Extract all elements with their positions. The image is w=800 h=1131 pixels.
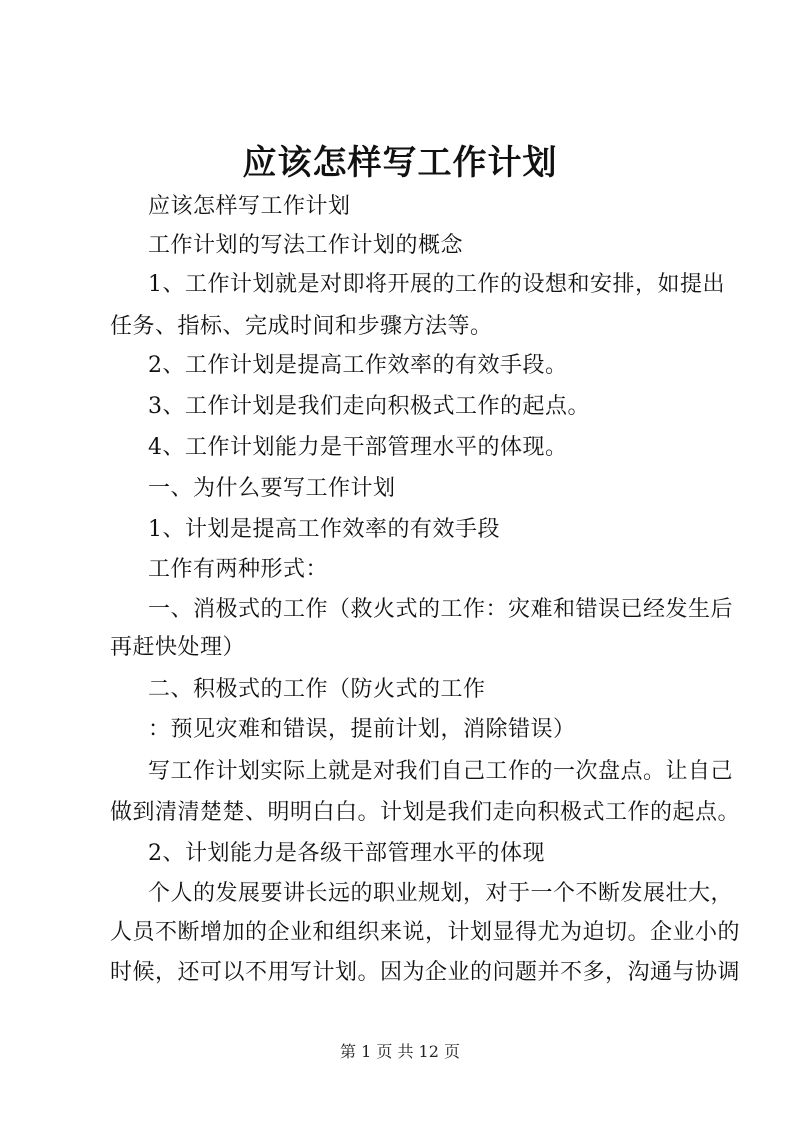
paragraph-line: 写工作计划实际上就是对我们自己工作的一次盘点。让自己 — [148, 759, 734, 784]
paragraph-line: 1、工作计划就是对即将开展的工作的设想和安排，如提出 — [148, 272, 725, 297]
paragraph-line: 做到清清楚楚、明明白白。计划是我们走向积极式工作的起点。 — [110, 800, 741, 825]
paragraph-line: 工作有两种形式： — [148, 557, 329, 582]
paragraph-line: 2、计划能力是各级干部管理水平的体现 — [148, 841, 545, 866]
paragraph-line: 1、计划是提高工作效率的有效手段 — [148, 517, 500, 542]
paragraph-line: 任务、指标、完成时间和步骤方法等。 — [110, 314, 493, 339]
paragraph-line: 一、为什么要写工作计划 — [148, 476, 396, 501]
paragraph-line: 个人的发展要讲长远的职业规划，对于一个不断发展壮大， — [148, 881, 734, 906]
paragraph-line: 应该怎样写工作计划 — [148, 194, 351, 219]
paragraph-line: 4、工作计划能力是干部管理水平的体现。 — [148, 435, 568, 460]
document-title: 应该怎样写工作计划 — [242, 143, 558, 183]
paragraph-line: 2、工作计划是提高工作效率的有效手段。 — [148, 353, 568, 378]
paragraph-line: 工作计划的写法工作计划的概念 — [148, 233, 464, 258]
paragraph-line: 二、积极式的工作（防火式的工作 — [148, 677, 486, 702]
paragraph-line: 再赶快处理） — [110, 635, 246, 660]
paragraph-line: 时候，还可以不用写计划。因为企业的问题并不多，沟通与协调 — [110, 960, 741, 985]
paragraph-line: 一、消极式的工作（救火式的工作：灾难和错误已经发生后 — [148, 597, 734, 622]
paragraph-line: 人员不断增加的企业和组织来说，计划显得尤为迫切。企业小的 — [110, 920, 741, 945]
paragraph-line: ：预见灾难和错误，提前计划，消除错误） — [148, 717, 576, 742]
paragraph-line: 3、工作计划是我们走向积极式工作的起点。 — [148, 394, 590, 419]
page-number-footer: 第 1 页 共 12 页 — [340, 1042, 460, 1061]
